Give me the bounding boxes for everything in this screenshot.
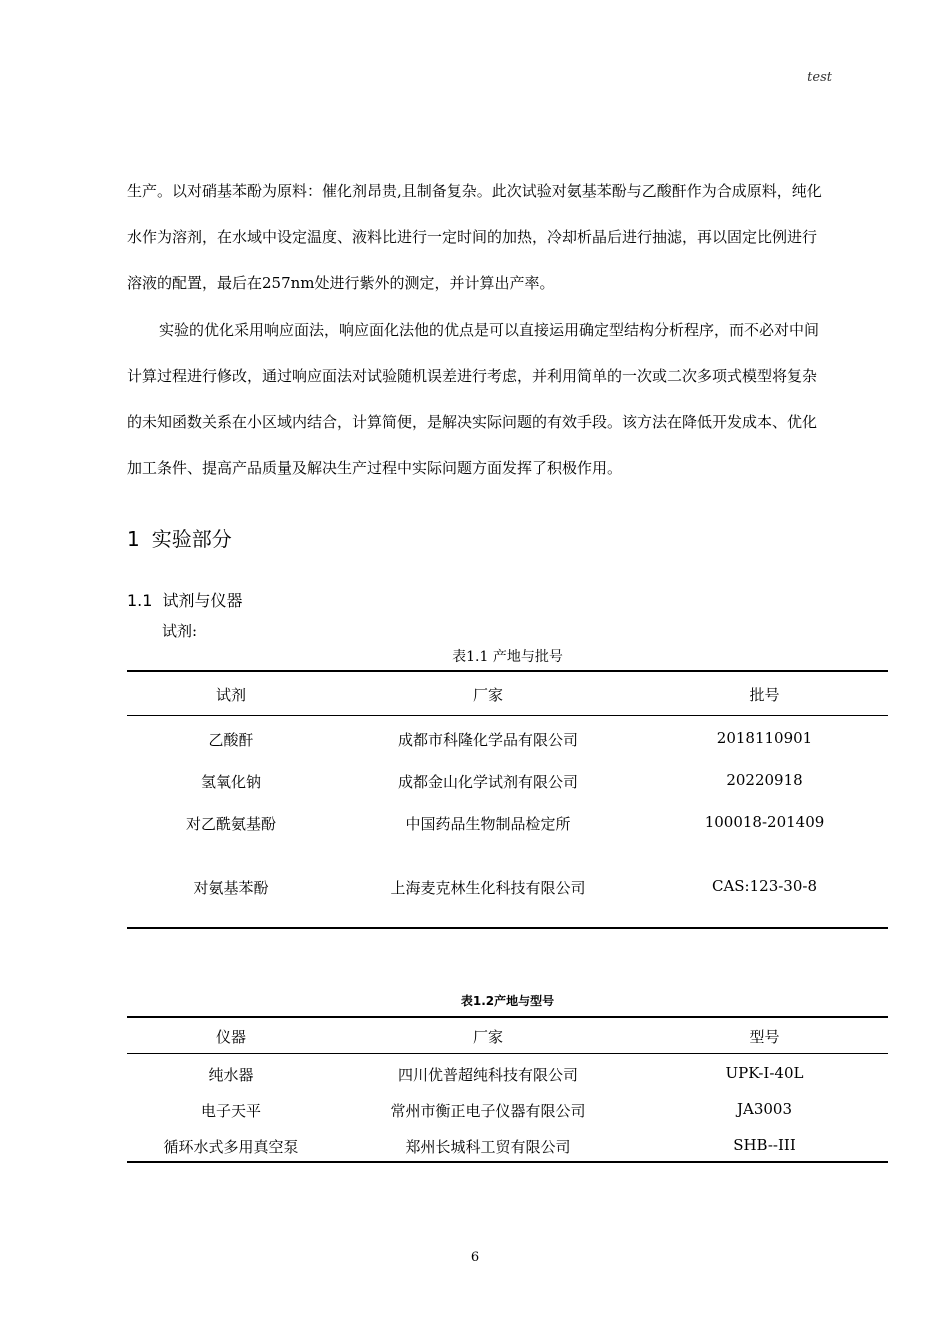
table1-header-cell: 厂家	[472, 686, 503, 704]
reagent-label: 试剂:	[162, 622, 198, 640]
table-cell: 对乙酰氨基酚	[185, 815, 276, 833]
subsection-title: 试剂与仪器	[162, 591, 243, 610]
table1-bottom-rule	[127, 927, 888, 929]
table-cell: 氢氧化钠	[200, 773, 261, 791]
table-cell: 2018110901	[716, 729, 813, 747]
table-cell: JA3003	[736, 1100, 793, 1118]
section-heading	[127, 523, 244, 552]
table-cell: 对氨基苯酚	[193, 879, 269, 897]
paragraph-method: 实验的优化采用响应面法，响应面化法他的优点是可以直接运用确定型结构分析程序，而不必对中间计算过程进行修改，通过响应面法对试验随机误差进行考虑，并利用简单的一次或二次多项式模型将复杂的未知函数关系在小区域内结合，计算简便，是解决实际问题的有效手段。该方法在降低开发成本、优化加工条件、提高产品质量及解决生产过程中实际问题方面发挥了积极作用。	[127, 321, 820, 477]
table2-top-rule	[127, 1016, 888, 1018]
table1-header-rule	[127, 715, 888, 716]
table-cell: 20220918	[726, 771, 803, 789]
table-row	[127, 813, 888, 843]
table-row	[127, 1100, 888, 1130]
table1-caption: 表1.1 产地与批号	[452, 649, 563, 665]
table2-caption: 表1.2产地与型号	[460, 994, 555, 1008]
subsection-heading	[127, 588, 252, 611]
page-number: 6	[470, 1250, 480, 1265]
table-cell: 成都市科隆化学品有限公司	[397, 731, 578, 749]
table-cell: 100018-201409	[704, 813, 825, 831]
table-row	[127, 771, 888, 801]
subsection-number: 1.1	[127, 591, 153, 610]
table-cell: 纯水器	[208, 1066, 254, 1084]
table1-header-row	[127, 684, 888, 714]
table-cell: CAS:123-30-8	[711, 877, 818, 895]
table-cell: 四川优普超纯科技有限公司	[397, 1066, 578, 1084]
table-cell: SHB--III	[733, 1136, 796, 1154]
table-cell: 郑州长城科工贸有限公司	[405, 1138, 571, 1156]
table1-top-rule	[127, 670, 888, 672]
table1-header-cell: 批号	[749, 686, 780, 704]
table2-header-row	[127, 1026, 888, 1056]
table-row	[127, 877, 888, 907]
table-cell: 循环水式多用真空泵	[163, 1138, 299, 1156]
table-cell: 电子天平	[200, 1102, 261, 1120]
table-cell: 中国药品生物制品检定所	[405, 815, 571, 833]
table-row	[127, 729, 888, 759]
table2-header-cell: 厂家	[472, 1028, 503, 1046]
table1-header-cell: 试剂	[215, 686, 246, 704]
table2-header-cell: 型号	[749, 1028, 780, 1046]
table-cell: 上海麦克林生化科技有限公司	[390, 879, 586, 897]
table-cell: UPK-I-40L	[725, 1064, 804, 1082]
table-row	[127, 1064, 888, 1094]
section-number: 1	[127, 527, 140, 551]
table2-header-rule	[127, 1053, 888, 1054]
table-cell: 常州市衡正电子仪器有限公司	[390, 1102, 586, 1120]
table2-bottom-rule	[127, 1161, 888, 1163]
table-cell: 乙酸酐	[208, 731, 254, 749]
running-header: test	[807, 70, 832, 85]
table2-header-cell: 仪器	[215, 1028, 246, 1046]
paragraph-intro: 生产。以对硝基苯酚为原料：催化剂昂贵,且制备复杂。此次试验对氨基苯酚与乙酸酐作为合成原料，纯化水作为溶剂，在水域中设定温度、液料比进行一定时间的加热，冷却析晶后进行抽滤，再以固定比例进行溶液的配置，最后在257nm处进行紫外的测定，并计算出产率。	[127, 182, 822, 292]
table-cell: 成都金山化学试剂有限公司	[397, 773, 578, 791]
section-title: 实验部分	[151, 527, 232, 551]
